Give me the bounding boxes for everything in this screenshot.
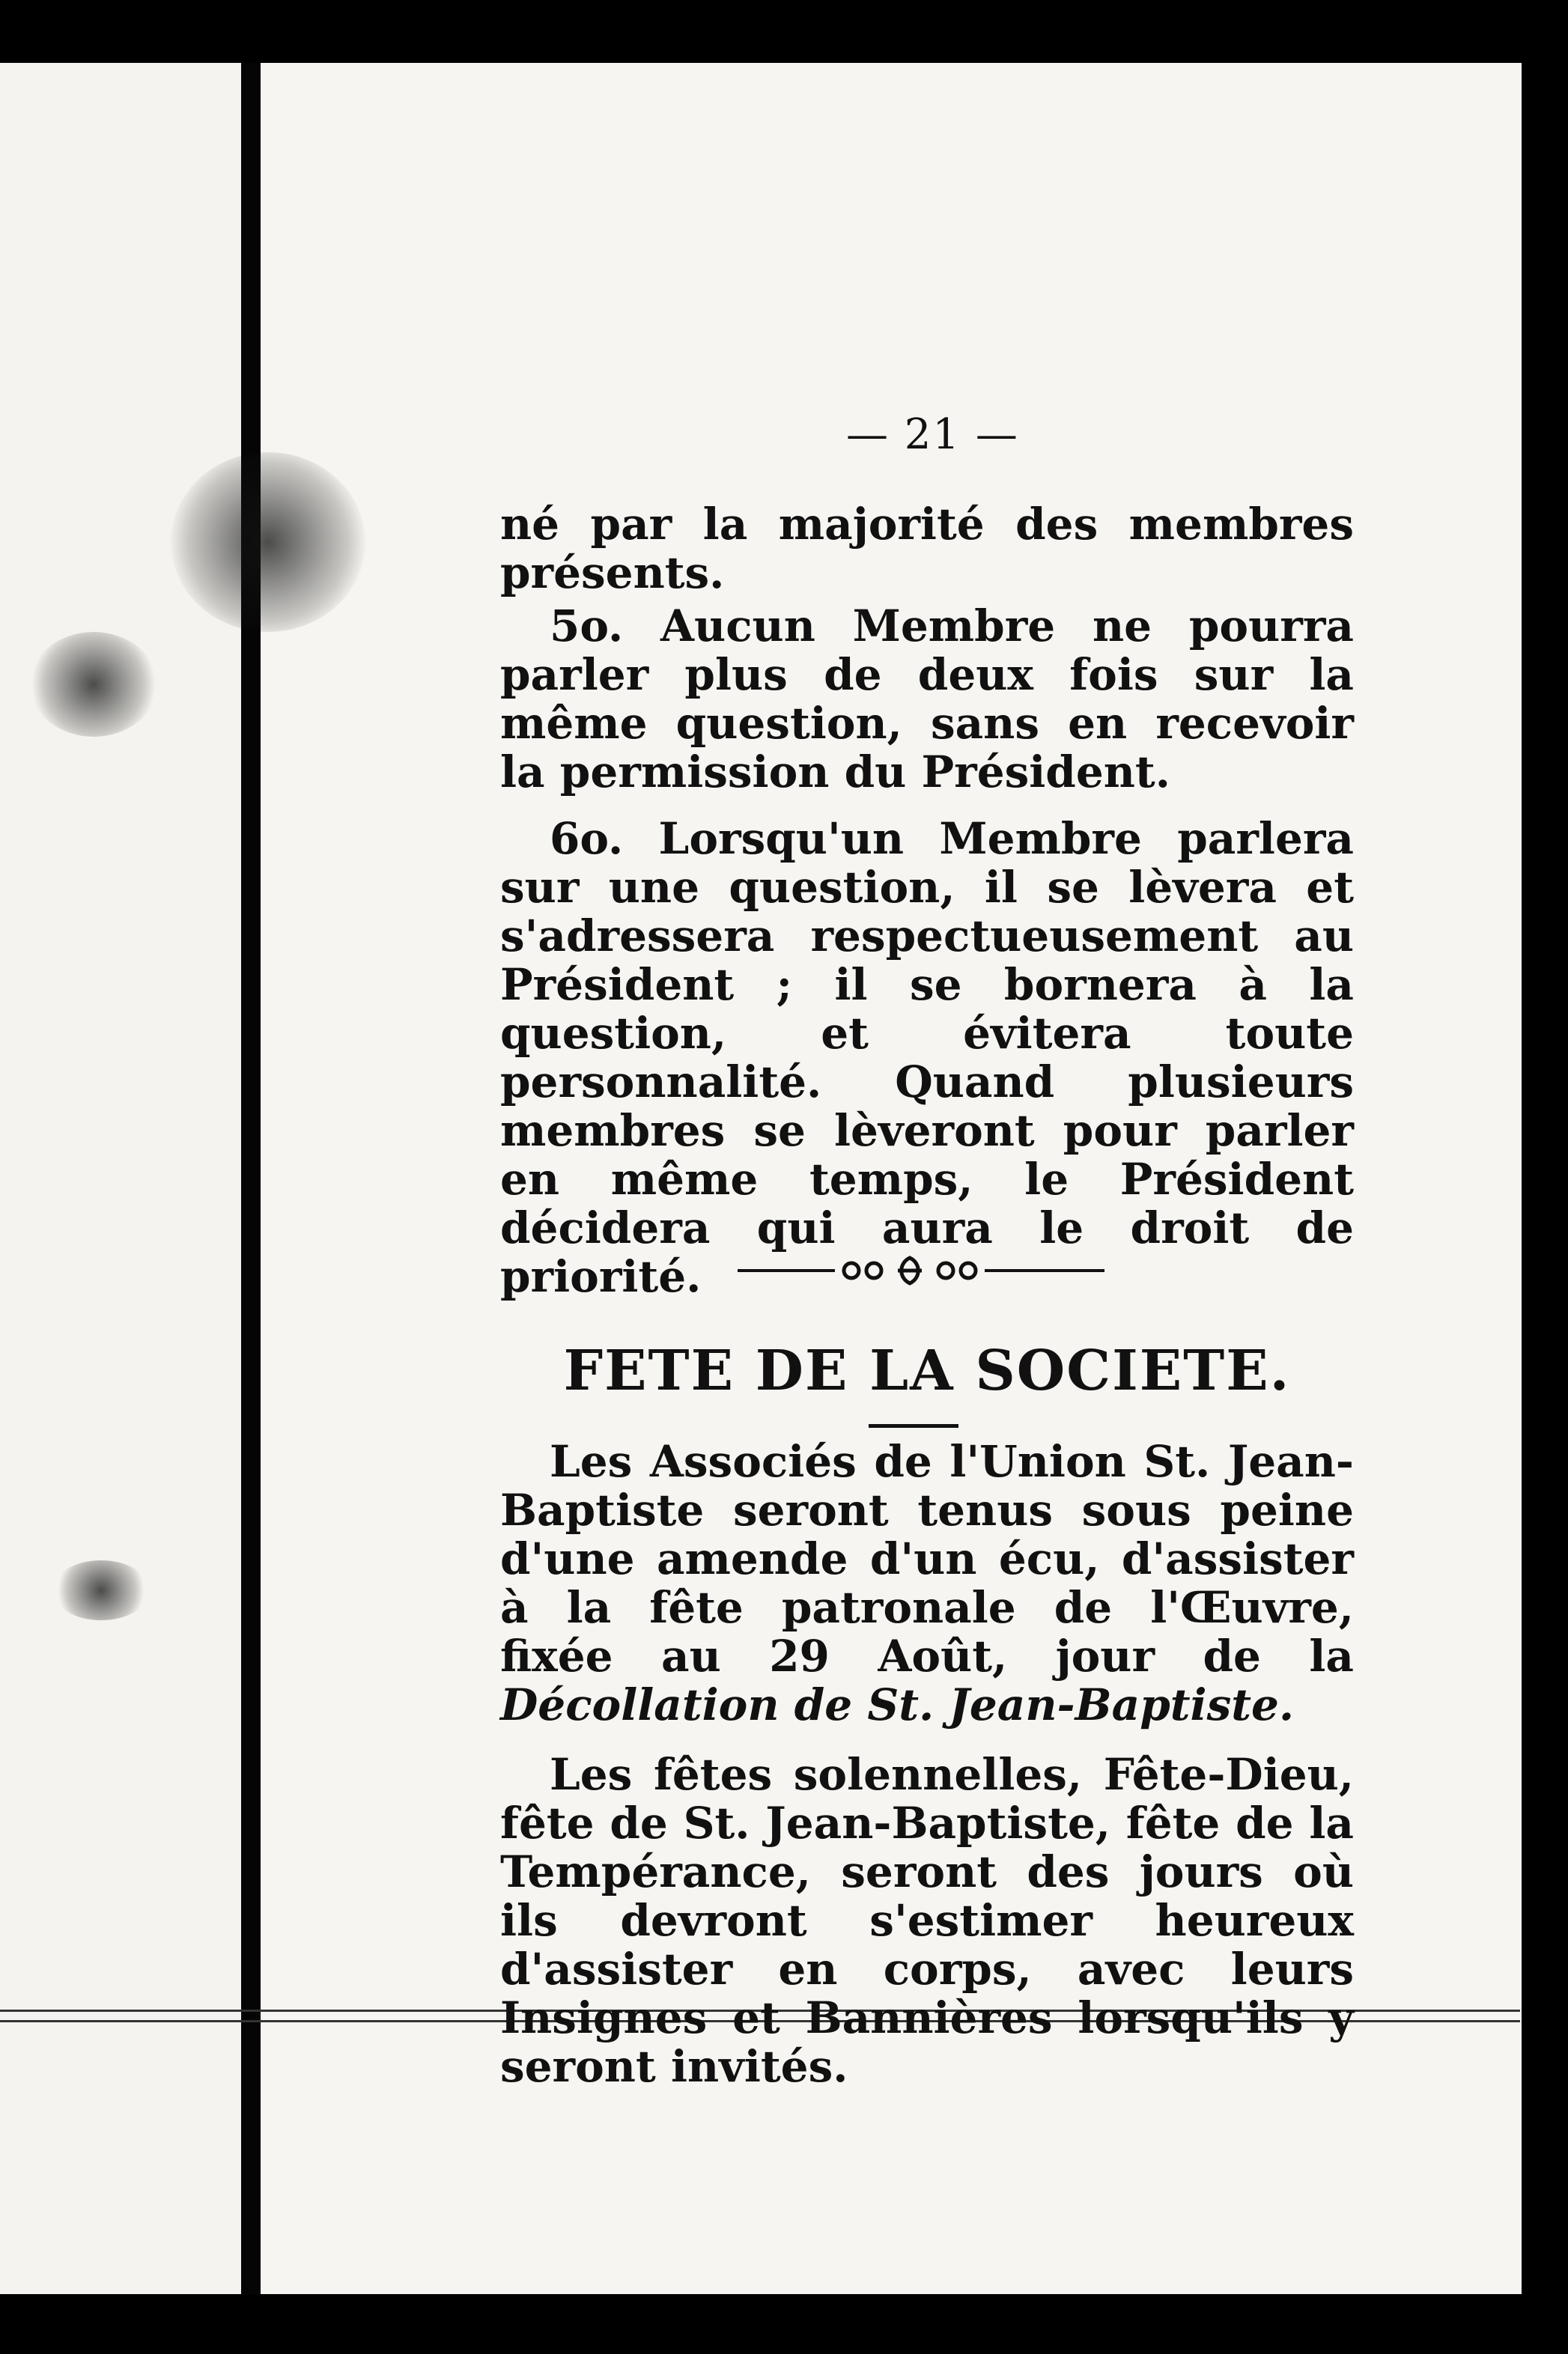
page-number: — 21 — <box>846 410 1019 459</box>
paragraph-feast-2: Les fêtes solennelles, Fête-Dieu, fête de St. Jean-Baptiste, fête de la Tempérance, seront des jours où ils devront s'estimer heureux d'assister en corps, avec leurs Insignes et Bannières lorsqu'ils y seront invités. <box>500 1749 1354 2092</box>
feast-italic: Décollation de St. Jean-Baptiste. <box>500 1679 1295 1730</box>
paragraph-continuation: né par la majorité des membres présents. <box>500 499 1354 598</box>
feast-text: Les Associés de l'Union St. Jean-Baptiste seront tenus sous peine d'une amende d'un écu, d'assister à la fête patronale de l'Œuvre, fixée au 29 Août, jour de la <box>500 1436 1354 1682</box>
ornament-divider <box>738 1252 1104 1289</box>
facing-page-edge <box>0 63 241 2294</box>
rules-section <box>500 500 1354 1301</box>
feast-section <box>500 1438 1354 2091</box>
section-heading: FETE DE LA SOCIETE. <box>563 1339 1291 1403</box>
ink-smudge <box>52 1560 150 1620</box>
paragraph-rule-6: 6o. Lorsqu'un Membre parlera sur une question, il se lèvera et s'adressera respectueusement au Président ; il se bornera à la question, et évitera toute personnalité. Quand plusieurs membres se lèveront pour parler en même temps, le Président décidera qui aura le droit de priorité. <box>500 813 1354 1302</box>
ink-smudge <box>30 632 157 737</box>
paragraph-feast-1 <box>500 1438 1354 1730</box>
paragraph-rule-5: 5o. Aucun Membre ne pourra parler plus de deux fois sur la même question, sans en recevoir la permission du Président. <box>500 600 1354 797</box>
heading-underline <box>869 1424 958 1428</box>
ink-smudge <box>171 452 365 632</box>
page-gutter <box>241 63 261 2294</box>
